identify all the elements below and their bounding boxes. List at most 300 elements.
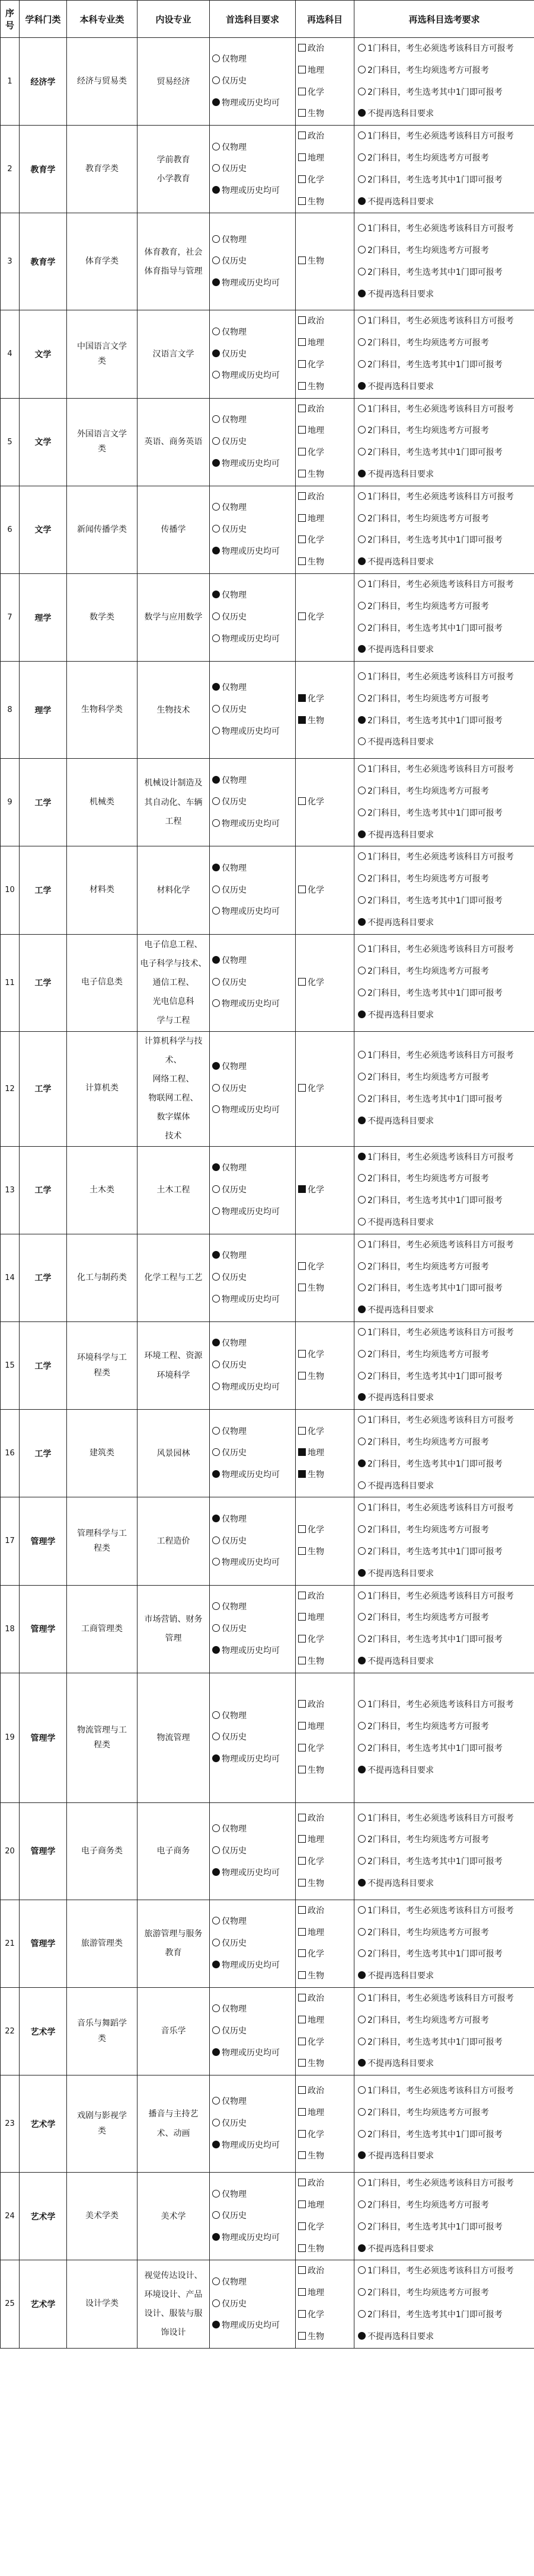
radio-unchecked-icon[interactable]: [212, 1382, 220, 1390]
first-subject-option[interactable]: [212, 1355, 293, 1377]
second-subject-option[interactable]: [298, 376, 328, 398]
radio-unchecked-icon[interactable]: [212, 1733, 220, 1740]
requirement-option[interactable]: [358, 2173, 532, 2195]
radio-unchecked-icon[interactable]: [358, 624, 366, 631]
radio-unchecked-icon[interactable]: [358, 426, 366, 434]
radio-unchecked-icon[interactable]: [212, 1624, 220, 1632]
radio-unchecked-icon[interactable]: [358, 1051, 366, 1058]
second-subject-option[interactable]: [298, 1464, 328, 1486]
radio-unchecked-icon[interactable]: [212, 1711, 220, 1719]
radio-checked-icon[interactable]: [358, 197, 366, 205]
radio-unchecked-icon[interactable]: [358, 737, 366, 745]
radio-unchecked-icon[interactable]: [212, 164, 220, 172]
requirement-option[interactable]: [358, 983, 532, 1005]
second-subject-option[interactable]: [298, 791, 328, 813]
first-subject-option[interactable]: [212, 2205, 293, 2227]
requirement-option[interactable]: [358, 169, 532, 191]
radio-checked-icon[interactable]: [212, 2048, 220, 2056]
checkbox-unchecked-icon[interactable]: [298, 1525, 306, 1533]
radio-unchecked-icon[interactable]: [212, 1536, 220, 1544]
first-subject-option[interactable]: [212, 813, 293, 835]
checkbox-unchecked-icon[interactable]: [298, 316, 306, 324]
first-subject-option[interactable]: [212, 858, 293, 880]
second-subject-option[interactable]: [298, 1943, 328, 1965]
radio-unchecked-icon[interactable]: [212, 2190, 220, 2198]
radio-checked-icon[interactable]: [358, 109, 366, 117]
second-subject-option[interactable]: [298, 551, 328, 573]
first-subject-option[interactable]: [212, 1056, 293, 1078]
second-subject-option[interactable]: [298, 1256, 328, 1278]
radio-unchecked-icon[interactable]: [358, 1547, 366, 1555]
first-subject-option[interactable]: [212, 1862, 293, 1884]
radio-checked-icon[interactable]: [212, 1062, 220, 1070]
radio-checked-icon[interactable]: [212, 956, 220, 964]
first-subject-option[interactable]: [212, 1201, 293, 1223]
radio-unchecked-icon[interactable]: [358, 2200, 366, 2208]
requirement-option[interactable]: [358, 2080, 532, 2102]
radio-unchecked-icon[interactable]: [358, 1372, 366, 1380]
checkbox-unchecked-icon[interactable]: [298, 66, 306, 73]
requirement-option[interactable]: [358, 486, 532, 508]
requirement-option[interactable]: [358, 2145, 532, 2167]
radio-unchecked-icon[interactable]: [212, 1084, 220, 1092]
radio-unchecked-icon[interactable]: [358, 1416, 366, 1423]
radio-unchecked-icon[interactable]: [358, 405, 366, 412]
first-subject-option[interactable]: [212, 901, 293, 923]
requirement-option[interactable]: [358, 1943, 532, 1965]
radio-unchecked-icon[interactable]: [212, 2004, 220, 2012]
first-subject-option[interactable]: [212, 677, 293, 699]
radio-checked-icon[interactable]: [358, 716, 366, 724]
requirement-option[interactable]: [358, 825, 532, 846]
checkbox-unchecked-icon[interactable]: [298, 612, 306, 620]
checkbox-unchecked-icon[interactable]: [298, 1372, 306, 1380]
requirement-option[interactable]: [358, 1432, 532, 1454]
requirement-option[interactable]: [358, 2282, 532, 2304]
second-subject-option[interactable]: [298, 191, 328, 213]
second-subject-option[interactable]: [298, 103, 328, 125]
first-subject-option[interactable]: [212, 2113, 293, 2135]
second-subject-option[interactable]: [298, 486, 328, 508]
first-subject-option[interactable]: [212, 251, 293, 272]
radio-unchecked-icon[interactable]: [212, 371, 220, 378]
checkbox-unchecked-icon[interactable]: [298, 256, 306, 264]
checkbox-unchecked-icon[interactable]: [298, 1928, 306, 1936]
requirement-option[interactable]: [358, 2195, 532, 2216]
radio-checked-icon[interactable]: [212, 1515, 220, 1522]
checkbox-unchecked-icon[interactable]: [298, 426, 306, 434]
radio-unchecked-icon[interactable]: [358, 672, 366, 680]
requirement-option[interactable]: [358, 1089, 532, 1111]
radio-checked-icon[interactable]: [212, 1646, 220, 1654]
radio-unchecked-icon[interactable]: [358, 1613, 366, 1621]
first-subject-option[interactable]: [212, 1442, 293, 1464]
first-subject-option[interactable]: [212, 1531, 293, 1552]
second-subject-option[interactable]: [298, 464, 328, 486]
radio-unchecked-icon[interactable]: [212, 1105, 220, 1113]
second-subject-option[interactable]: [298, 607, 328, 628]
radio-unchecked-icon[interactable]: [358, 224, 366, 232]
checkbox-unchecked-icon[interactable]: [298, 2016, 306, 2023]
requirement-option[interactable]: [358, 1808, 532, 1830]
checkbox-unchecked-icon[interactable]: [298, 2244, 306, 2252]
first-subject-option[interactable]: [212, 791, 293, 813]
radio-unchecked-icon[interactable]: [358, 1350, 366, 1358]
checkbox-unchecked-icon[interactable]: [298, 2151, 306, 2159]
requirement-option[interactable]: [358, 464, 532, 486]
second-subject-option[interactable]: [298, 60, 328, 82]
second-subject-option[interactable]: [298, 2238, 328, 2260]
requirement-option[interactable]: [358, 639, 532, 661]
checkbox-unchecked-icon[interactable]: [298, 1427, 306, 1435]
checkbox-unchecked-icon[interactable]: [298, 1949, 306, 1957]
requirement-option[interactable]: [358, 1005, 532, 1026]
radio-unchecked-icon[interactable]: [212, 999, 220, 1007]
radio-unchecked-icon[interactable]: [358, 44, 366, 52]
second-subject-option[interactable]: [298, 2195, 328, 2216]
requirement-option[interactable]: [358, 1067, 532, 1089]
radio-unchecked-icon[interactable]: [358, 1994, 366, 2001]
requirement-option[interactable]: [358, 1190, 532, 1212]
radio-unchecked-icon[interactable]: [358, 175, 366, 183]
radio-unchecked-icon[interactable]: [358, 1262, 366, 1270]
requirement-option[interactable]: [358, 1497, 532, 1519]
first-subject-option[interactable]: [212, 49, 293, 70]
requirement-option[interactable]: [358, 759, 532, 781]
radio-unchecked-icon[interactable]: [212, 235, 220, 243]
second-subject-option[interactable]: [298, 1716, 328, 1738]
requirement-option[interactable]: [358, 890, 532, 912]
radio-unchecked-icon[interactable]: [358, 2222, 366, 2230]
checkbox-unchecked-icon[interactable]: [298, 109, 306, 117]
first-subject-option[interactable]: [212, 1749, 293, 1770]
radio-checked-icon[interactable]: [212, 186, 220, 194]
radio-unchecked-icon[interactable]: [212, 819, 220, 827]
radio-checked-icon[interactable]: [212, 547, 220, 554]
first-subject-option[interactable]: [212, 1955, 293, 1977]
checkbox-unchecked-icon[interactable]: [298, 535, 306, 543]
first-subject-option[interactable]: [212, 541, 293, 563]
first-subject-option[interactable]: [212, 2315, 293, 2337]
radio-checked-icon[interactable]: [358, 382, 366, 390]
radio-unchecked-icon[interactable]: [212, 1939, 220, 1946]
checkbox-unchecked-icon[interactable]: [298, 2059, 306, 2067]
checkbox-checked-icon[interactable]: [298, 716, 306, 724]
first-subject-option[interactable]: [212, 365, 293, 387]
second-subject-option[interactable]: [298, 169, 328, 191]
requirement-option[interactable]: [358, 1366, 532, 1388]
radio-unchecked-icon[interactable]: [212, 54, 220, 62]
radio-unchecked-icon[interactable]: [212, 76, 220, 84]
checkbox-unchecked-icon[interactable]: [298, 1657, 306, 1664]
radio-checked-icon[interactable]: [358, 1153, 366, 1160]
checkbox-unchecked-icon[interactable]: [298, 405, 306, 412]
radio-unchecked-icon[interactable]: [212, 2097, 220, 2105]
radio-unchecked-icon[interactable]: [212, 1558, 220, 1566]
requirement-option[interactable]: [358, 1475, 532, 1497]
second-subject-option[interactable]: [298, 972, 328, 994]
first-subject-option[interactable]: [212, 1552, 293, 1574]
checkbox-unchecked-icon[interactable]: [298, 1906, 306, 1914]
radio-unchecked-icon[interactable]: [358, 1949, 366, 1957]
radio-unchecked-icon[interactable]: [358, 1095, 366, 1102]
requirement-option[interactable]: [358, 574, 532, 596]
checkbox-unchecked-icon[interactable]: [298, 360, 306, 368]
requirement-option[interactable]: [358, 1586, 532, 1608]
radio-unchecked-icon[interactable]: [358, 492, 366, 500]
requirement-option[interactable]: [358, 1322, 532, 1344]
radio-checked-icon[interactable]: [212, 683, 220, 691]
requirement-option[interactable]: [358, 420, 532, 442]
second-subject-option[interactable]: [298, 1586, 328, 1608]
checkbox-unchecked-icon[interactable]: [298, 2332, 306, 2340]
radio-unchecked-icon[interactable]: [358, 765, 366, 772]
checkbox-unchecked-icon[interactable]: [298, 2288, 306, 2296]
first-subject-option[interactable]: [212, 519, 293, 541]
requirement-option[interactable]: [358, 1234, 532, 1256]
radio-checked-icon[interactable]: [358, 2151, 366, 2159]
radio-checked-icon[interactable]: [212, 864, 220, 871]
radio-unchecked-icon[interactable]: [212, 727, 220, 734]
second-subject-option[interactable]: [298, 2010, 328, 2032]
requirement-option[interactable]: [358, 376, 532, 398]
requirement-option[interactable]: [358, 1045, 532, 1067]
radio-unchecked-icon[interactable]: [212, 797, 220, 805]
second-subject-option[interactable]: [298, 508, 328, 530]
radio-unchecked-icon[interactable]: [358, 360, 366, 368]
radio-checked-icon[interactable]: [212, 459, 220, 467]
radio-unchecked-icon[interactable]: [358, 1635, 366, 1643]
radio-unchecked-icon[interactable]: [358, 874, 366, 882]
first-subject-option[interactable]: [212, 1911, 293, 1933]
first-subject-option[interactable]: [212, 972, 293, 994]
radio-unchecked-icon[interactable]: [212, 1602, 220, 1610]
checkbox-unchecked-icon[interactable]: [298, 1592, 306, 1599]
second-subject-option[interactable]: [298, 2145, 328, 2167]
second-subject-option[interactable]: [298, 2304, 328, 2326]
radio-unchecked-icon[interactable]: [358, 602, 366, 609]
first-subject-option[interactable]: [212, 229, 293, 251]
requirement-option[interactable]: [358, 1607, 532, 1629]
checkbox-unchecked-icon[interactable]: [298, 2038, 306, 2045]
radio-checked-icon[interactable]: [358, 1879, 366, 1887]
first-subject-option[interactable]: [212, 180, 293, 202]
requirement-option[interactable]: [358, 846, 532, 868]
requirement-option[interactable]: [358, 147, 532, 169]
first-subject-option[interactable]: [212, 1596, 293, 1618]
checkbox-unchecked-icon[interactable]: [298, 492, 306, 500]
requirement-option[interactable]: [358, 666, 532, 688]
radio-unchecked-icon[interactable]: [212, 2211, 220, 2219]
first-subject-option[interactable]: [212, 70, 293, 92]
radio-checked-icon[interactable]: [212, 591, 220, 598]
first-subject-option[interactable]: [212, 1840, 293, 1862]
radio-unchecked-icon[interactable]: [358, 246, 366, 254]
second-subject-option[interactable]: [298, 710, 328, 732]
radio-checked-icon[interactable]: [358, 1971, 366, 1979]
radio-unchecked-icon[interactable]: [212, 907, 220, 915]
requirement-option[interactable]: [358, 332, 532, 354]
radio-checked-icon[interactable]: [212, 1868, 220, 1876]
radio-unchecked-icon[interactable]: [358, 2310, 366, 2318]
requirement-option[interactable]: [358, 1300, 532, 1321]
radio-unchecked-icon[interactable]: [212, 143, 220, 150]
radio-unchecked-icon[interactable]: [358, 1073, 366, 1080]
first-subject-option[interactable]: [212, 2227, 293, 2249]
second-subject-option[interactable]: [298, 38, 328, 60]
radio-unchecked-icon[interactable]: [212, 1185, 220, 1193]
radio-unchecked-icon[interactable]: [212, 2277, 220, 2285]
radio-unchecked-icon[interactable]: [358, 1857, 366, 1865]
second-subject-option[interactable]: [298, 1873, 328, 1895]
radio-unchecked-icon[interactable]: [358, 1906, 366, 1914]
radio-unchecked-icon[interactable]: [212, 886, 220, 893]
requirement-option[interactable]: [358, 2102, 532, 2124]
radio-checked-icon[interactable]: [358, 557, 366, 565]
first-subject-option[interactable]: [212, 2272, 293, 2293]
radio-unchecked-icon[interactable]: [358, 1284, 366, 1291]
requirement-option[interactable]: [358, 262, 532, 284]
first-subject-option[interactable]: [212, 770, 293, 792]
radio-unchecked-icon[interactable]: [358, 1481, 366, 1489]
second-subject-option[interactable]: [298, 880, 328, 902]
first-subject-option[interactable]: [212, 1998, 293, 2020]
radio-unchecked-icon[interactable]: [358, 1592, 366, 1599]
radio-unchecked-icon[interactable]: [212, 503, 220, 511]
requirement-option[interactable]: [358, 530, 532, 551]
radio-checked-icon[interactable]: [358, 290, 366, 297]
checkbox-unchecked-icon[interactable]: [298, 2266, 306, 2274]
first-subject-option[interactable]: [212, 1099, 293, 1121]
radio-checked-icon[interactable]: [212, 349, 220, 357]
first-subject-option[interactable]: [212, 1640, 293, 1662]
requirement-option[interactable]: [358, 2053, 532, 2075]
radio-checked-icon[interactable]: [358, 1393, 366, 1401]
first-subject-option[interactable]: [212, 409, 293, 431]
requirement-option[interactable]: [358, 1988, 532, 2010]
first-subject-option[interactable]: [212, 993, 293, 1015]
radio-checked-icon[interactable]: [212, 2233, 220, 2241]
radio-unchecked-icon[interactable]: [212, 1273, 220, 1281]
first-subject-option[interactable]: [212, 92, 293, 114]
requirement-option[interactable]: [358, 1900, 532, 1922]
requirement-option[interactable]: [358, 2010, 532, 2032]
radio-unchecked-icon[interactable]: [358, 1928, 366, 1936]
requirement-option[interactable]: [358, 1168, 532, 1190]
requirement-option[interactable]: [358, 1563, 532, 1585]
requirement-option[interactable]: [358, 399, 532, 421]
radio-unchecked-icon[interactable]: [358, 1240, 366, 1248]
second-subject-option[interactable]: [298, 2032, 328, 2054]
second-subject-option[interactable]: [298, 251, 328, 272]
radio-unchecked-icon[interactable]: [212, 1207, 220, 1215]
requirement-option[interactable]: [358, 1212, 532, 1234]
radio-unchecked-icon[interactable]: [358, 66, 366, 73]
checkbox-unchecked-icon[interactable]: [298, 88, 306, 95]
requirement-option[interactable]: [358, 103, 532, 125]
checkbox-checked-icon[interactable]: [298, 1448, 306, 1456]
second-subject-option[interactable]: [298, 2124, 328, 2146]
first-subject-option[interactable]: [212, 1933, 293, 1955]
radio-unchecked-icon[interactable]: [358, 131, 366, 139]
first-subject-option[interactable]: [212, 158, 293, 180]
second-subject-option[interactable]: [298, 310, 328, 332]
requirement-option[interactable]: [358, 961, 532, 983]
requirement-option[interactable]: [358, 1651, 532, 1673]
second-subject-option[interactable]: [298, 2282, 328, 2304]
first-subject-option[interactable]: [212, 880, 293, 902]
requirement-option[interactable]: [358, 284, 532, 306]
radio-checked-icon[interactable]: [358, 645, 366, 653]
requirement-option[interactable]: [358, 1387, 532, 1409]
checkbox-unchecked-icon[interactable]: [298, 1971, 306, 1979]
radio-checked-icon[interactable]: [212, 1251, 220, 1259]
radio-checked-icon[interactable]: [358, 918, 366, 926]
first-subject-option[interactable]: [212, 1421, 293, 1443]
first-subject-option[interactable]: [212, 1727, 293, 1749]
radio-unchecked-icon[interactable]: [212, 415, 220, 423]
checkbox-unchecked-icon[interactable]: [298, 382, 306, 390]
requirement-option[interactable]: [358, 240, 532, 262]
requirement-option[interactable]: [358, 1147, 532, 1169]
requirement-option[interactable]: [358, 1410, 532, 1432]
radio-unchecked-icon[interactable]: [212, 1917, 220, 1924]
radio-checked-icon[interactable]: [212, 1339, 220, 1346]
second-subject-option[interactable]: [298, 1851, 328, 1873]
first-subject-option[interactable]: [212, 1289, 293, 1311]
second-subject-option[interactable]: [298, 530, 328, 551]
first-subject-option[interactable]: [212, 497, 293, 519]
requirement-option[interactable]: [358, 126, 532, 147]
radio-unchecked-icon[interactable]: [212, 1427, 220, 1435]
radio-unchecked-icon[interactable]: [358, 1218, 366, 1226]
requirement-option[interactable]: [358, 2216, 532, 2238]
checkbox-unchecked-icon[interactable]: [298, 153, 306, 161]
radio-checked-icon[interactable]: [358, 1117, 366, 1124]
second-subject-option[interactable]: [298, 147, 328, 169]
requirement-option[interactable]: [358, 442, 532, 464]
checkbox-unchecked-icon[interactable]: [298, 338, 306, 346]
radio-unchecked-icon[interactable]: [358, 1722, 366, 1730]
radio-unchecked-icon[interactable]: [212, 2026, 220, 2034]
radio-checked-icon[interactable]: [212, 1754, 220, 1762]
second-subject-option[interactable]: [298, 2260, 328, 2282]
radio-unchecked-icon[interactable]: [358, 514, 366, 522]
second-subject-option[interactable]: [298, 1829, 328, 1851]
requirement-option[interactable]: [358, 1851, 532, 1873]
checkbox-unchecked-icon[interactable]: [298, 1835, 306, 1843]
radio-checked-icon[interactable]: [358, 1459, 366, 1467]
radio-checked-icon[interactable]: [358, 830, 366, 838]
radio-unchecked-icon[interactable]: [358, 967, 366, 974]
checkbox-unchecked-icon[interactable]: [298, 1722, 306, 1730]
radio-unchecked-icon[interactable]: [212, 328, 220, 335]
requirement-option[interactable]: [358, 2304, 532, 2326]
checkbox-unchecked-icon[interactable]: [298, 1766, 306, 1773]
radio-unchecked-icon[interactable]: [212, 612, 220, 620]
radio-unchecked-icon[interactable]: [358, 787, 366, 794]
requirement-option[interactable]: [358, 1278, 532, 1300]
second-subject-option[interactable]: [298, 688, 328, 710]
checkbox-checked-icon[interactable]: [298, 694, 306, 702]
radio-unchecked-icon[interactable]: [358, 989, 366, 996]
second-subject-option[interactable]: [298, 2053, 328, 2075]
first-subject-option[interactable]: [212, 1464, 293, 1486]
second-subject-option[interactable]: [298, 1808, 328, 1830]
radio-unchecked-icon[interactable]: [358, 268, 366, 275]
requirement-option[interactable]: [358, 912, 532, 934]
radio-unchecked-icon[interactable]: [212, 2119, 220, 2126]
